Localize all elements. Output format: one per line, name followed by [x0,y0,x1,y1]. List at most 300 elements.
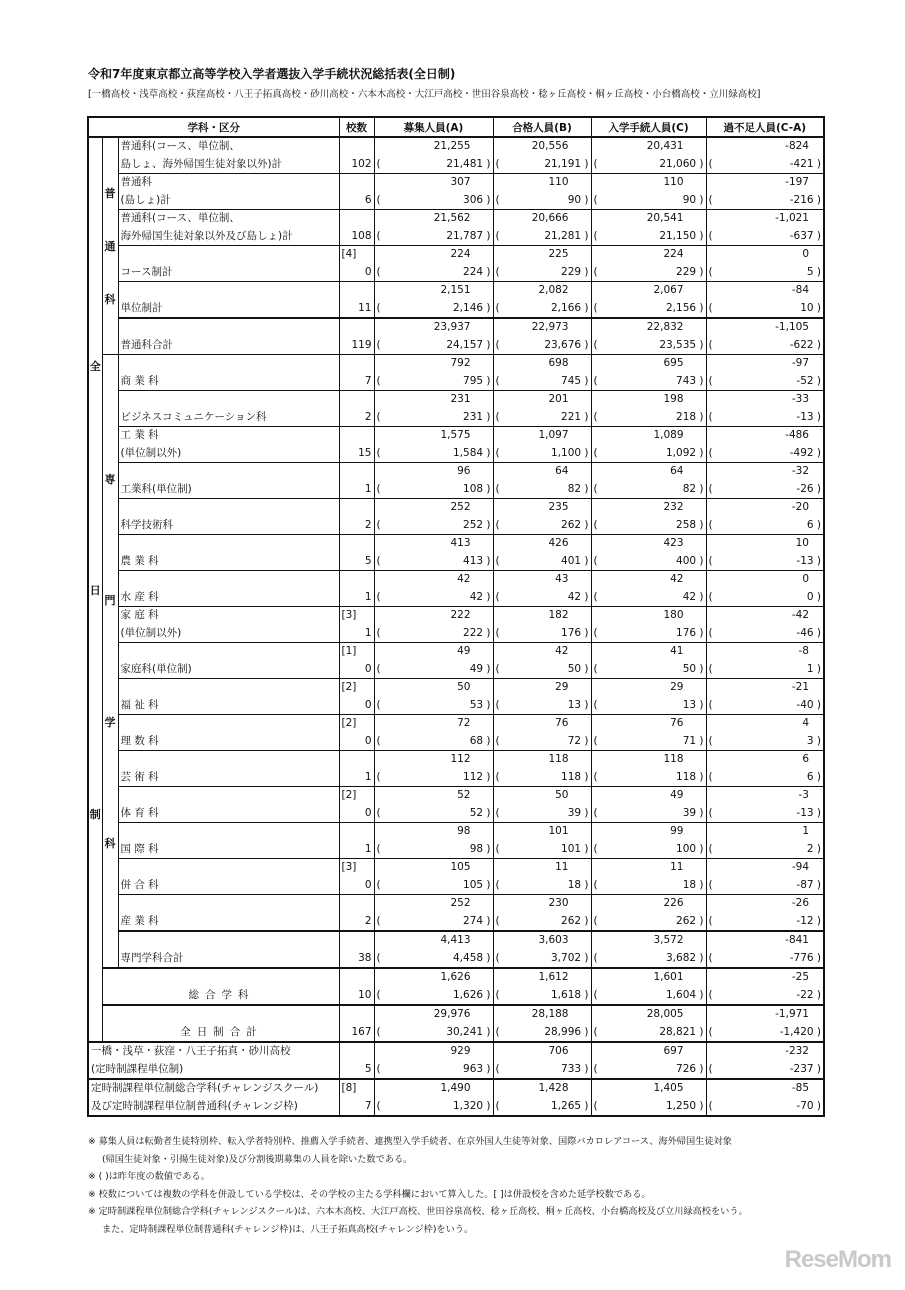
table-row [88,895,824,932]
school-count-value: 7 [364,1099,372,1112]
enrolled-c-cell [591,607,706,643]
enrolled-c-previous-year: ( 118 ) [593,770,704,783]
passed-b-cell [493,1079,591,1116]
surplus-d-previous-value: -776 [789,951,814,964]
recruit-a-previous-year: ( 21,481 ) [376,157,491,170]
footnote: ※ 校数については複数の学科を併設している学校は、その学校の主たる学科欄において算入した。[ ]は併設校を含めた延学校数である。 [88,1188,651,1200]
recruit-a-current: 112 [450,753,471,765]
row-label [88,1079,339,1116]
row-label-line: 併 合 科 [120,878,159,891]
enrolled-c-previous-value: 82 [682,482,697,495]
table-row [88,859,824,895]
table-row [88,679,824,715]
passed-b-previous-year: ( 262 ) [495,518,589,531]
passed-b-previous-value: 1,618 [551,988,582,1001]
row-label-line: 商 業 科 [120,374,159,387]
school-count-value: 0 [364,662,372,675]
surplus-d-cell [706,968,824,1005]
enrolled-c-previous-value: 21,060 [659,157,697,170]
resemom-logo: ReseMom [784,1246,891,1273]
joint-school-count: [8] [341,1082,357,1094]
recruit-a-previous-value: 413 [463,554,484,567]
recruit-a-current: 50 [457,681,471,693]
joint-school-count [340,427,374,445]
recruit-a-cell [374,679,493,715]
passed-b-cell [493,174,591,210]
recruit-a-current: 4,413 [440,934,471,946]
recruit-a-current: 222 [450,609,471,621]
passed-b-current: 182 [548,609,569,621]
table-row [88,174,824,210]
enrolled-c-cell [591,463,706,499]
enrolled-c-current: 1,089 [653,429,684,441]
surplus-d-previous-year: ( -40 ) [708,698,821,711]
passed-b-cell [493,895,591,932]
enrollment-summary-table [87,116,825,1117]
row-label-line: ビジネスコミュニケーション科 [120,410,267,423]
recruit-a-previous-year: ( 224 ) [376,265,491,278]
row-label-line: 普通科 [120,176,152,188]
row-label-line [121,751,339,769]
row-label [118,823,339,859]
passed-b-cell [493,210,591,246]
surplus-d-current: -1,971 [775,1008,809,1020]
row-label-line [121,643,339,661]
enrolled-c-previous-year: ( 1,092 ) [593,446,704,459]
passed-b-previous-value: 3,702 [551,951,582,964]
enrolled-c-cell [591,931,706,968]
surplus-d-current: 10 [795,537,809,549]
passed-b-previous-year: ( 28,996 ) [495,1025,589,1038]
table-row [88,282,824,319]
surplus-d-previous-value: -26 [796,482,814,495]
enrolled-c-current: 224 [663,248,684,260]
joint-school-count: [3] [341,861,357,873]
row-label-line: 普通科(コース、単位制、 [120,140,240,152]
surplus-d-previous-value: -13 [796,554,814,567]
passed-b-previous-year: ( 176 ) [495,626,589,639]
enrolled-c-previous-value: 258 [676,518,697,531]
enrolled-c-current: 2,067 [653,284,684,296]
general-course-group-label-char: 普 [104,187,116,200]
joint-school-count [340,319,374,337]
row-label [102,1005,339,1042]
table-row [88,318,824,355]
surplus-d-current: -20 [791,501,809,513]
surplus-d-cell [706,499,824,535]
enrolled-c-current: 64 [670,465,684,477]
joint-school-count [340,138,374,156]
surplus-d-previous-value: 10 [800,301,814,314]
enrolled-c-current: 1,601 [653,971,684,983]
row-label-line: 産 業 科 [120,914,159,927]
passed-b-cell [493,1005,591,1042]
school-count-value: 5 [364,554,372,567]
enrolled-c-cell [591,715,706,751]
school-count [339,174,374,210]
enrolled-c-previous-value: 1,250 [666,1099,697,1112]
enrolled-c-previous-year: ( 176 ) [593,626,704,639]
surplus-d-cell [706,751,824,787]
recruit-a-cell [374,391,493,427]
recruit-a-previous-year: ( 4,458 ) [376,951,491,964]
recruit-a-previous-year: ( 21,787 ) [376,229,491,242]
recruit-a-current: 792 [450,357,471,369]
recruit-a-previous-value: 24,157 [446,338,484,351]
row-label-line [121,355,339,373]
school-count-value: 7 [364,374,372,387]
row-label-line: (定時制課程単位制) [91,1062,184,1075]
row-label-line [121,715,339,733]
enrolled-c-previous-year: ( 2,156 ) [593,301,704,314]
enrolled-c-cell [591,246,706,282]
row-label [118,210,339,246]
surplus-d-current: -84 [791,284,809,296]
surplus-d-cell [706,823,824,859]
footnotes [88,1133,885,1238]
passed-b-cell [493,246,591,282]
joint-school-count [340,895,374,913]
recruit-a-previous-value: 795 [463,374,484,387]
row-label [118,895,339,932]
recruit-a-previous-year: ( 105 ) [376,878,491,891]
surplus-d-current: -1,105 [775,321,809,333]
row-label [118,499,339,535]
recruit-a-current: 1,626 [440,971,471,983]
passed-b-cell [493,571,591,607]
row-label-line: 島しょ、海外帰国生徒対象以外)計 [120,157,283,170]
school-count-value: 2 [364,914,372,927]
table-row [88,246,824,282]
surplus-d-previous-value: 6 [806,770,814,783]
recruit-a-cell [374,427,493,463]
passed-b-previous-year: ( 3,702 ) [495,951,589,964]
passed-b-cell [493,391,591,427]
surplus-d-previous-year: ( 10 ) [708,301,821,314]
enrolled-c-previous-year: ( 726 ) [593,1062,704,1075]
passed-b-previous-value: 733 [561,1062,582,1075]
joint-school-count [340,823,374,841]
recruit-a-previous-year: ( 2,146 ) [376,301,491,314]
passed-b-current: 22,973 [531,321,569,333]
row-label-line: 海外帰国生徒対象以外及び島しょ)計 [120,229,293,242]
surplus-d-previous-value: -70 [796,1099,814,1112]
passed-b-cell [493,643,591,679]
recruit-a-current: 21,562 [433,212,471,224]
enrolled-c-previous-value: 21,150 [659,229,697,242]
passed-b-current: 76 [555,717,569,729]
header-enrolled-c: 入学手続人員(C) [591,117,706,137]
surplus-d-previous-year: ( -492 ) [708,446,821,459]
surplus-d-previous-year: ( -26 ) [708,482,821,495]
enrolled-c-current: 110 [663,176,684,188]
recruit-a-cell [374,246,493,282]
passed-b-previous-year: ( 2,166 ) [495,301,589,314]
recruit-a-current: 52 [457,789,471,801]
school-count-value: 0 [364,878,372,891]
joint-school-count [340,391,374,409]
surplus-d-previous-year: ( -1,420 ) [708,1025,821,1038]
passed-b-current: 1,428 [538,1082,569,1094]
surplus-d-previous-year: ( 1 ) [708,662,821,675]
recruit-a-previous-value: 1,584 [453,446,484,459]
passed-b-previous-value: 90 [567,193,582,206]
recruit-a-previous-value: 21,481 [446,157,484,170]
row-label-line: (単位制以外) [120,626,182,639]
recruit-a-previous-year: ( 274 ) [376,914,491,927]
full-day-group-label-char: 全 [89,359,101,373]
specialized-course-group-label-char: 科 [104,837,116,851]
passed-b-cell [493,427,591,463]
table-row [88,1042,824,1079]
surplus-d-previous-year: ( -46 ) [708,626,821,639]
enrolled-c-cell [591,535,706,571]
row-label [118,715,339,751]
school-count [339,355,374,391]
header-surplus-d: 過不足人員(C-A) [706,117,824,137]
school-count [339,679,374,715]
recruit-a-cell [374,318,493,355]
passed-b-previous-year: ( 733 ) [495,1062,589,1075]
school-count [339,137,374,174]
header-recruit-a: 募集人員(A) [374,117,493,137]
surplus-d-cell [706,715,824,751]
passed-b-current: 28,188 [531,1008,569,1020]
passed-b-current: 2,082 [538,284,569,296]
row-label [118,751,339,787]
header-category: 学科・区分 [88,117,339,137]
passed-b-current: 101 [548,825,569,837]
surplus-d-previous-value: 2 [806,842,814,855]
table-row [88,427,824,463]
passed-b-current: 20,666 [531,212,569,224]
table-row [88,751,824,787]
enrolled-c-current: 76 [670,717,684,729]
school-count-value: 1 [364,482,372,495]
passed-b-previous-value: 42 [567,590,582,603]
enrolled-c-cell [591,679,706,715]
enrolled-c-cell [591,210,706,246]
school-count [339,463,374,499]
enrolled-c-current: 29 [670,681,684,693]
enrolled-c-cell [591,751,706,787]
enrolled-c-current: 226 [663,897,684,909]
surplus-d-cell [706,931,824,968]
recruit-a-previous-year: ( 108 ) [376,482,491,495]
specialized-course-group-label-char: 専 [104,472,116,486]
enrolled-c-previous-value: 100 [676,842,697,855]
enrolled-c-cell [591,895,706,932]
enrolled-c-previous-value: 118 [676,770,697,783]
enrolled-c-previous-value: 726 [676,1062,697,1075]
surplus-d-current: -33 [791,393,809,405]
row-label-line: 単位制計 [120,301,163,314]
recruit-a-previous-year: ( 413 ) [376,554,491,567]
passed-b-previous-year: ( 82 ) [495,482,589,495]
table-row [88,607,824,643]
passed-b-previous-year: ( 21,191 ) [495,157,589,170]
row-label [118,571,339,607]
joint-school-count [340,1043,374,1061]
document-title: 令和7年度東京都立高等学校入学者選抜入学手続状況総括表(全日制) [88,67,456,81]
recruit-a-previous-value: 231 [463,410,484,423]
enrolled-c-previous-value: 218 [676,410,697,423]
surplus-d-current: -85 [791,1082,809,1094]
table-row [88,499,824,535]
recruit-a-previous-year: ( 49 ) [376,662,491,675]
row-label-line [121,859,339,877]
enrolled-c-current: 1,405 [653,1082,684,1094]
surplus-d-previous-year: ( -776 ) [708,951,821,964]
passed-b-cell [493,787,591,823]
enrolled-c-previous-year: ( 13 ) [593,698,704,711]
surplus-d-cell [706,895,824,932]
surplus-d-current: -824 [785,140,809,152]
passed-b-current: 20,556 [531,140,569,152]
recruit-a-current: 1,575 [440,429,471,441]
recruit-a-previous-year: ( 42 ) [376,590,491,603]
surplus-d-previous-value: 0 [806,590,814,603]
footnote: (帰国生徒対象・引揚生徒対象)及び分割後期募集の人員を除いた数である。 [102,1153,413,1165]
school-count-value: 1 [364,842,372,855]
joint-school-count [340,571,374,589]
joint-school-count: [1] [341,645,357,657]
enrolled-c-current: 42 [670,573,684,585]
school-count [339,246,374,282]
enrolled-c-previous-value: 400 [676,554,697,567]
passed-b-previous-value: 176 [561,626,582,639]
school-count-value: 0 [364,265,372,278]
enrolled-c-current: 232 [663,501,684,513]
passed-b-previous-value: 745 [561,374,582,387]
passed-b-cell [493,607,591,643]
school-count-value: 2 [364,518,372,531]
surplus-d-previous-value: -216 [789,193,814,206]
surplus-d-current: -486 [785,429,809,441]
row-label [118,174,339,210]
row-label-line: (島しょ)計 [120,193,171,206]
school-count [339,607,374,643]
recruit-a-cell [374,463,493,499]
joint-school-count [340,174,374,192]
passed-b-current: 118 [548,753,569,765]
table-row [88,715,824,751]
school-count [339,859,374,895]
enrolled-c-cell [591,1005,706,1042]
row-label-line [121,391,339,409]
surplus-d-cell [706,571,824,607]
row-label-line: 普通科合計 [120,338,173,351]
row-label [118,137,339,174]
joint-school-count [340,210,374,228]
recruit-a-previous-value: 108 [463,482,484,495]
passed-b-current: 225 [548,248,569,260]
passed-b-cell [493,463,591,499]
passed-b-cell [493,679,591,715]
enrolled-c-cell [591,499,706,535]
recruit-a-previous-year: ( 112 ) [376,770,491,783]
enrolled-c-current: 20,431 [646,140,684,152]
recruit-a-previous-value: 274 [463,914,484,927]
row-label-line: 定時制課程単位制総合学科(チャレンジスクール) [91,1082,319,1094]
passed-b-previous-year: ( 745 ) [495,374,589,387]
passed-b-current: 230 [548,897,569,909]
surplus-d-previous-year: ( -622 ) [708,338,821,351]
row-label-line: 一橋・浅草・荻窪・八王子拓真・砂川高校 [91,1045,291,1057]
surplus-d-cell [706,282,824,319]
recruit-a-previous-year: ( 24,157 ) [376,338,491,351]
passed-b-current: 29 [555,681,569,693]
header-schools: 校数 [339,117,374,137]
row-label-line [121,932,339,950]
recruit-a-cell [374,931,493,968]
school-count [339,895,374,932]
school-count [339,427,374,463]
enrolled-c-current: 41 [670,645,684,657]
row-label-line: 普通科(コース、単位制、 [120,212,240,224]
surplus-d-current: 6 [802,753,809,765]
joint-school-count: [2] [341,717,357,729]
passed-b-previous-year: ( 90 ) [495,193,589,206]
row-label-line [121,535,339,553]
enrolled-c-current: 695 [663,357,684,369]
school-count [339,1005,374,1042]
recruit-a-previous-year: ( 252 ) [376,518,491,531]
row-label-line: 芸 術 科 [120,770,159,783]
enrolled-c-previous-year: ( 743 ) [593,374,704,387]
recruit-a-previous-year: ( 30,241 ) [376,1025,491,1038]
passed-b-previous-value: 2,166 [551,301,582,314]
row-label-line: 及び定時制課程単位制普通科(チャレンジ枠) [91,1099,298,1112]
surplus-d-previous-value: -421 [789,157,814,170]
recruit-a-cell [374,859,493,895]
row-label-line [105,969,339,987]
recruit-a-previous-value: 2,146 [453,301,484,314]
surplus-d-cell [706,859,824,895]
footnote: また、定時制課程単位制普通科(チャレンジ枠)は、八王子拓真高校(チャレンジ枠)をいう。 [102,1223,474,1235]
enrolled-c-cell [591,823,706,859]
surplus-d-previous-value: -492 [789,446,814,459]
surplus-d-previous-year: ( 2 ) [708,842,821,855]
recruit-a-previous-year: ( 1,320 ) [376,1099,491,1112]
enrolled-c-current: 423 [663,537,684,549]
enrolled-c-cell [591,282,706,319]
enrolled-c-cell [591,137,706,174]
passed-b-current: 42 [555,645,569,657]
row-label-line: 科学技術科 [120,518,173,531]
table-row [88,968,824,1005]
joint-school-count: [2] [341,681,357,693]
enrolled-c-previous-value: 2,156 [666,301,697,314]
surplus-d-cell [706,174,824,210]
passed-b-previous-value: 401 [561,554,582,567]
table-row [88,463,824,499]
surplus-d-current: -841 [785,934,809,946]
school-count-value: 119 [351,338,372,351]
surplus-d-previous-year: ( 3 ) [708,734,821,747]
surplus-d-previous-value: 1 [806,662,814,675]
passed-b-previous-value: 23,676 [544,338,582,351]
school-count-value: 1 [364,770,372,783]
surplus-d-cell [706,607,824,643]
school-count-value: 15 [358,446,372,459]
row-label [118,931,339,968]
enrolled-c-cell [591,643,706,679]
surplus-d-previous-value: -1,420 [779,1025,814,1038]
surplus-d-previous-year: ( -237 ) [708,1062,821,1075]
passed-b-previous-value: 82 [567,482,582,495]
school-count-value: 108 [351,229,372,242]
